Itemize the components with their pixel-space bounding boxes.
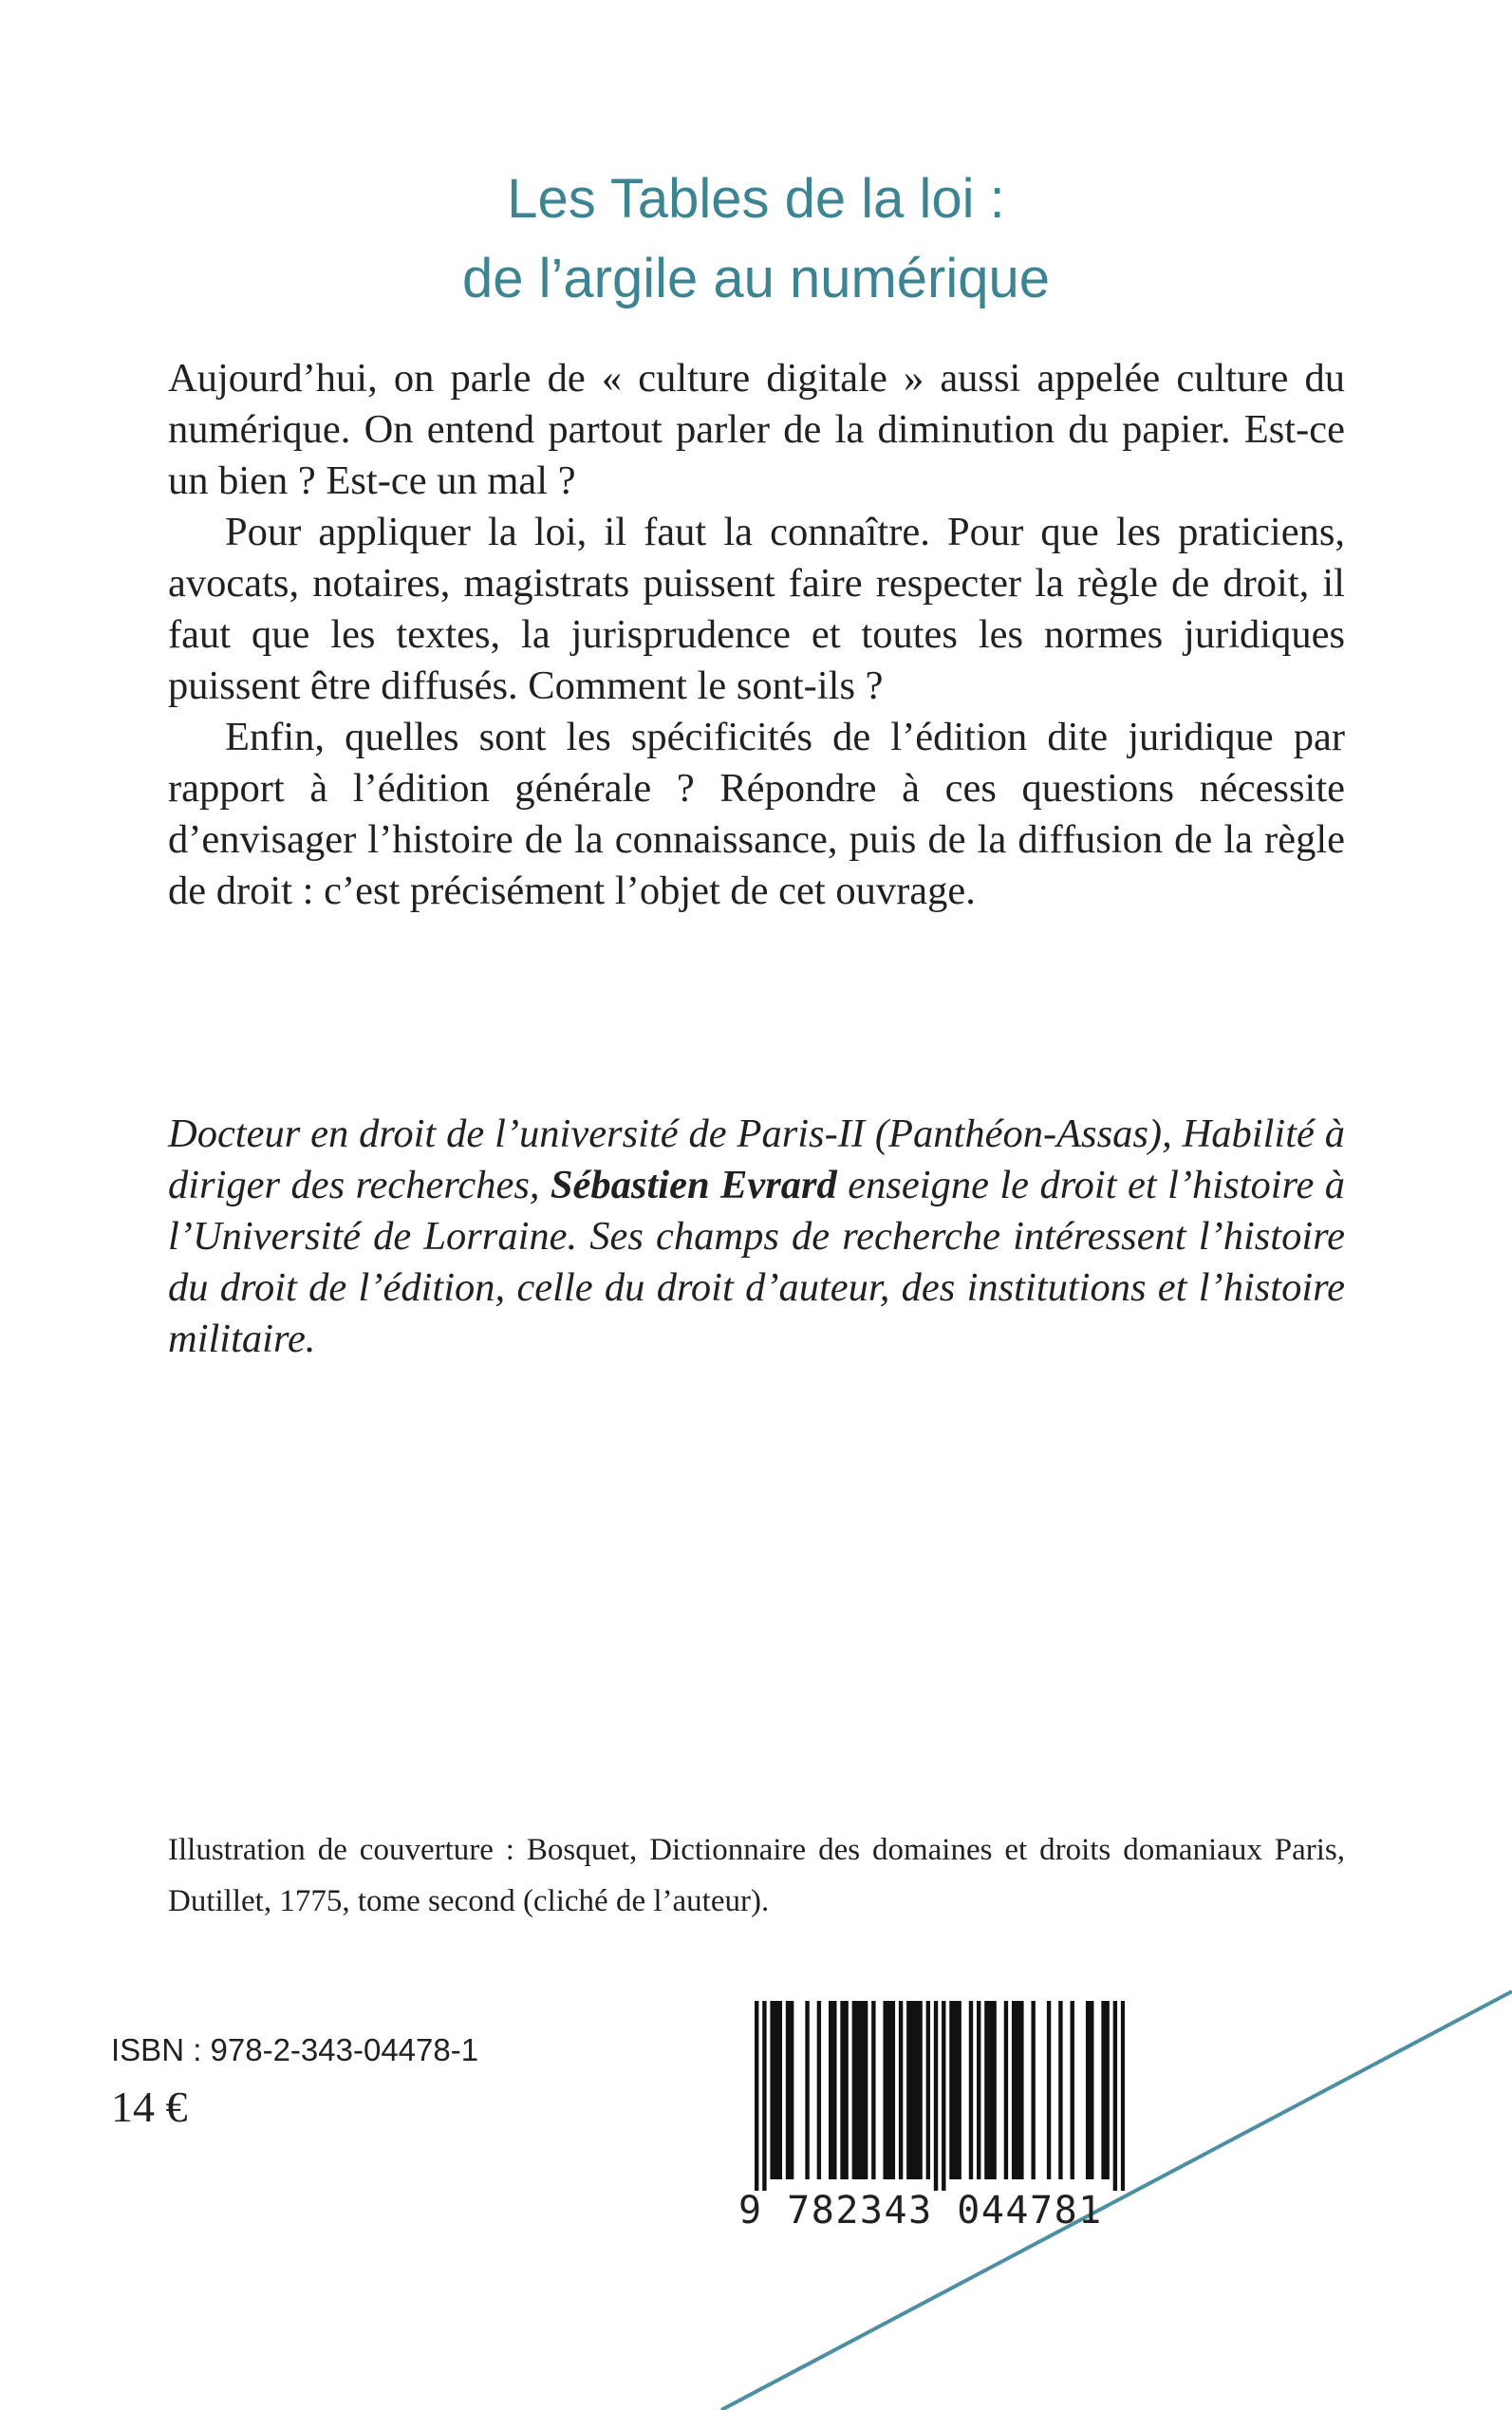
title-line-2: de l’argile au numérique bbox=[461, 248, 1051, 309]
barcode-bar bbox=[1031, 2001, 1035, 2179]
barcode-bar bbox=[992, 2001, 996, 2179]
author-bio bbox=[168, 1109, 1345, 1365]
summary-paragraph-2: Pour appliquer la loi, il faut la connaître. Pour que les praticiens, avocats, notaires, magistrats puissent faire respecter la règle de droit, il faut que les textes, la jurisprudence et toutes les normes juridiques puissent être diffusés. Comment le sont-ils ? bbox=[168, 510, 1345, 708]
barcode-bar bbox=[899, 2001, 903, 2179]
barcode-bar bbox=[1016, 2001, 1019, 2179]
barcode-bar bbox=[871, 2001, 875, 2179]
barcode-bar bbox=[1047, 2001, 1051, 2179]
barcode-bar bbox=[775, 2001, 778, 2179]
barcode-bar bbox=[832, 2001, 836, 2179]
back-cover-title bbox=[0, 159, 1512, 319]
barcode-bar bbox=[891, 2001, 895, 2179]
barcode-bar bbox=[1090, 2001, 1093, 2179]
barcode-bar bbox=[844, 2001, 848, 2179]
title-line-1: Les Tables de la loi : bbox=[507, 168, 1005, 230]
barcode-bar bbox=[1058, 2001, 1062, 2179]
illustration-credit: Illustration de couverture : Bosquet, Dictionnaire des domaines et droits domaniaux Paris, Dutillet, 1775, tome second (cliché de l’auteur). bbox=[168, 1833, 1345, 1918]
summary-text bbox=[168, 353, 1345, 917]
barcode-bar bbox=[942, 2001, 945, 2191]
barcode-bar bbox=[1121, 2001, 1125, 2191]
barcode-bar bbox=[770, 2001, 774, 2179]
summary-paragraph-3: Enfin, quelles sont les spécificités de l’édition dite juridique par rapport à l’édition générale ? Répondre à ces questions nécessite d’envisager l’histoire de la connaissance, puis de la diffusion de la règle de droit : c’est précisément l’objet de cet ouvrage. bbox=[168, 715, 1345, 913]
barcode-bar bbox=[817, 2001, 821, 2179]
barcode-bar bbox=[840, 2001, 844, 2179]
summary-paragraph-1: Aujourd’hui, on parle de « culture digitale » aussi appelée culture du numérique. On entend partout parler de la diminution du papier. Est-ce un bien ? Est-ce un mal ? bbox=[168, 356, 1345, 503]
barcode-bar bbox=[949, 2001, 953, 2179]
price-label: 14 € bbox=[111, 2083, 188, 2131]
barcode-bar bbox=[852, 2001, 856, 2179]
barcode-bar bbox=[864, 2001, 868, 2179]
barcode-bar bbox=[910, 2001, 914, 2179]
barcode-bar bbox=[1071, 2001, 1074, 2179]
barcode-bar bbox=[918, 2001, 922, 2179]
barcode-bar bbox=[1105, 2001, 1109, 2179]
barcode-bar bbox=[856, 2001, 860, 2179]
barcode-bar bbox=[805, 2001, 809, 2179]
barcode-bar bbox=[953, 2001, 957, 2179]
barcode-bar bbox=[934, 2001, 938, 2191]
barcode-bar bbox=[887, 2001, 891, 2179]
barcode-bar bbox=[906, 2001, 910, 2179]
barcode-bar bbox=[926, 2001, 930, 2179]
barcode-bar bbox=[755, 2001, 758, 2191]
barcode-bar bbox=[957, 2001, 961, 2179]
barcode-bar bbox=[1004, 2001, 1008, 2179]
barcode-bar bbox=[829, 2001, 832, 2179]
author-name: Sébastien Evrard bbox=[550, 1163, 837, 1207]
barcode-bar bbox=[883, 2001, 887, 2179]
barcode-bar bbox=[860, 2001, 864, 2179]
barcode-bar bbox=[1019, 2001, 1023, 2179]
bio-text-before: Docteur en droit de l’université de Paris-II (Panthéon-Assas), Habilité à diriger des recherches, bbox=[168, 1112, 1345, 1207]
bio-text-after: enseigne le droit et l’histoire à l’Université de Lorraine. Ses champs de recherche intéressent l’histoire du droit de l’édition, celle du droit d’auteur, des institutions et l’histoire militaire. bbox=[168, 1163, 1346, 1361]
barcode-bar bbox=[969, 2001, 973, 2179]
barcode-bar bbox=[984, 2001, 988, 2179]
barcode-bar bbox=[914, 2001, 918, 2179]
barcode-bar bbox=[790, 2001, 793, 2179]
barcode-bar bbox=[988, 2001, 992, 2179]
barcode-bar bbox=[1012, 2001, 1016, 2179]
barcode-bar bbox=[1086, 2001, 1090, 2179]
barcode-bar bbox=[762, 2001, 766, 2191]
barcode-digits: 9 782343 044781 bbox=[738, 2189, 1103, 2233]
barcode-bar bbox=[977, 2001, 980, 2179]
barcode-bar bbox=[1113, 2001, 1117, 2191]
barcode-bar bbox=[786, 2001, 790, 2179]
isbn-label: ISBN : 978-2-343-04478-1 bbox=[111, 2032, 479, 2067]
barcode-bar bbox=[778, 2001, 782, 2179]
barcode-bar bbox=[1101, 2001, 1105, 2179]
barcode-image bbox=[755, 2001, 1125, 2191]
